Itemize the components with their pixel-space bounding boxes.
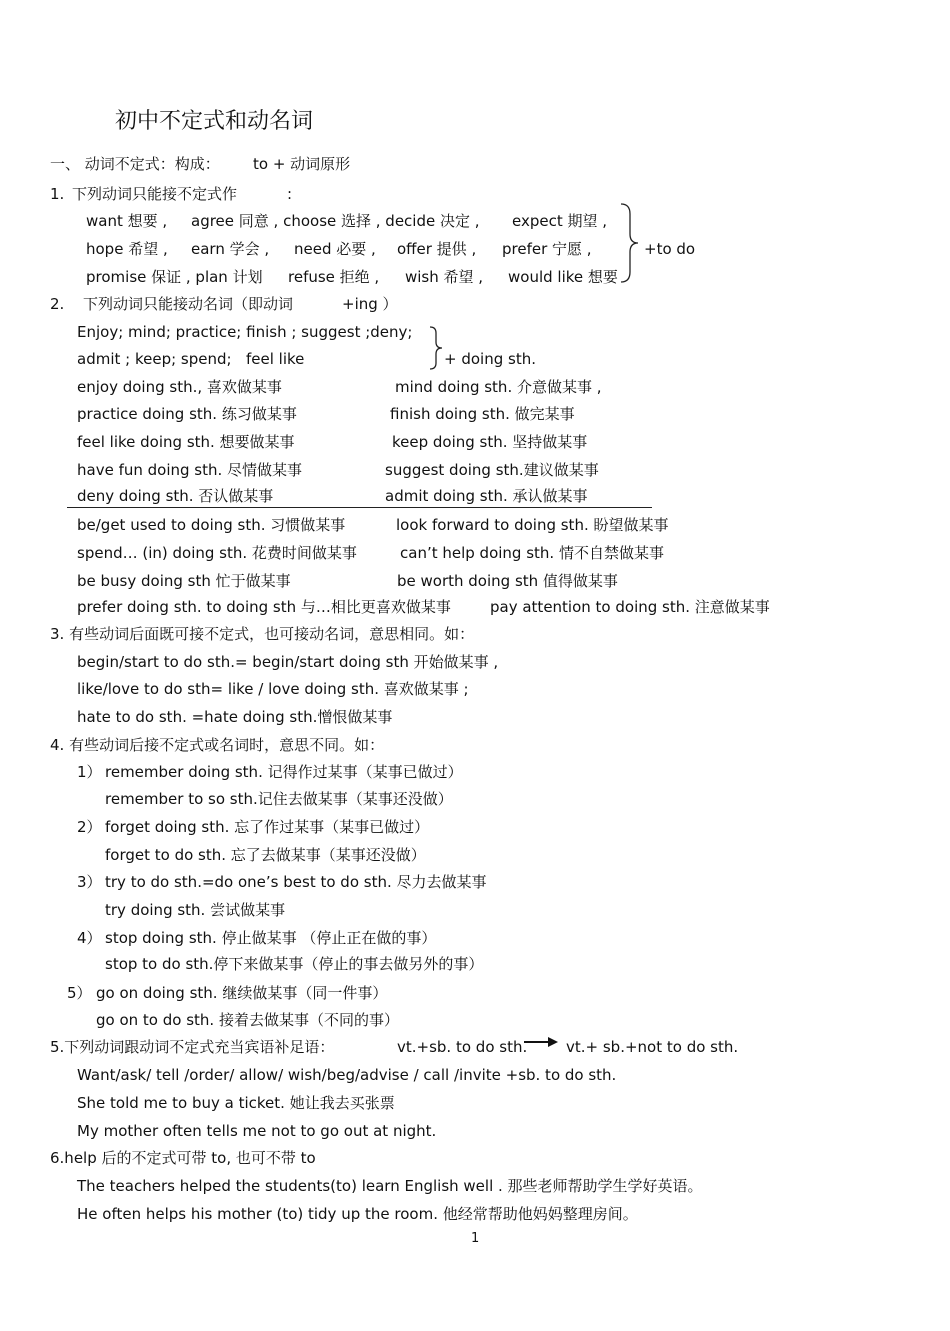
item-heading-tail: +ing ）	[342, 295, 398, 313]
sub-number: 5）	[67, 984, 92, 1002]
phrase-left: prefer doing sth. to doing sth 与…相比更喜欢做某事	[77, 598, 451, 616]
sub-number: 1）	[77, 763, 102, 781]
sub-number: 2）	[77, 818, 102, 836]
phrase-right: look forward to doing sth. 盼望做某事	[396, 516, 669, 534]
example-line: My mother often tells me not to go out at night.	[77, 1122, 437, 1140]
phrase-left: feel like doing sth. 想要做某事	[77, 433, 295, 451]
page-title: 初中不定式和动名词	[115, 109, 314, 134]
example-line: hate to do sth. =hate doing sth.憎恨做某事	[77, 708, 393, 726]
verb-entry: would like 想要	[508, 268, 618, 286]
verb-entry: promise 保证 , plan 计划	[86, 268, 263, 286]
phrase-right: keep doing sth. 坚持做某事	[392, 433, 588, 451]
brace-label: +to do	[644, 240, 696, 258]
example-line: The teachers helped the students(to) learn English well . 那些老师帮助学生学好英语。	[77, 1177, 703, 1195]
example-line: forget doing sth. 忘了作过某事（某事已做过）	[105, 818, 430, 836]
verb-entry: agree 同意 , choose 选择 , decide 决定 ,	[191, 212, 480, 230]
example-line: begin/start to do sth.= begin/start doing sth 开始做某事 ,	[77, 653, 499, 671]
curly-brace-icon	[618, 202, 642, 284]
item-heading-colon: :	[287, 185, 293, 203]
phrase-right: pay attention to doing sth. 注意做某事	[490, 598, 770, 616]
phrase-right: can’t help doing sth. 情不自禁做某事	[400, 544, 664, 562]
example-line: forget to do sth. 忘了去做某事（某事还没做）	[105, 846, 426, 864]
example-line: like/love to do sth= like / love doing sth. 喜欢做某事 ;	[77, 680, 469, 698]
item-number: 1.	[50, 185, 65, 203]
verb-entry: earn 学会 ,	[191, 240, 270, 258]
example-line: remember doing sth. 记得作过某事（某事已做过）	[105, 763, 463, 781]
phrase-left: have fun doing sth. 尽情做某事	[77, 461, 303, 479]
phrase-left: be/get used to doing sth. 习惯做某事	[77, 516, 346, 534]
verb-entry: hope 希望 ,	[86, 240, 168, 258]
verb-entry: want 想要 ,	[86, 212, 168, 230]
verb-entry: need 必要 ,	[294, 240, 376, 258]
phrase-left: deny doing sth. 否认做某事	[77, 487, 274, 505]
sub-number: 4）	[77, 929, 102, 947]
brace-label: + doing sth.	[444, 350, 536, 368]
item-heading: 6.help 后的不定式可带 to, 也可不带 to	[50, 1149, 316, 1167]
verb-list: feel like	[246, 350, 305, 368]
verb-entry: offer 提供 ,	[397, 240, 477, 258]
example-line: try to do sth.=do one’s best to do sth. 尽力去做某事	[105, 873, 487, 891]
example-line: He often helps his mother (to) tidy up the room. 他经常帮助他妈妈整理房间。	[77, 1205, 638, 1223]
example-line: go on doing sth. 继续做某事（同一件事）	[96, 984, 388, 1002]
verb-entry: prefer 宁愿 ,	[502, 240, 592, 258]
curly-brace-icon	[427, 325, 445, 371]
divider-line	[67, 507, 652, 508]
verb-entry: refuse 拒绝 ,	[288, 268, 380, 286]
item-heading: 4. 有些动词后接不定式或名词时，意思不同。如：	[50, 736, 385, 754]
formula-text: vt.+sb. to do sth.	[397, 1038, 528, 1056]
example-line: stop doing sth. 停止做某事 （停止正在做的事）	[105, 929, 437, 947]
phrase-right: finish doing sth. 做完某事	[390, 405, 575, 423]
phrase-right: mind doing sth. 介意做某事 ,	[395, 378, 602, 396]
item-heading: 5.下列动词跟动词不定式充当宾语补足语：	[50, 1038, 335, 1056]
page-number: 1	[471, 1231, 480, 1246]
item-heading: 下列动词只能接动名词（即动词	[83, 295, 294, 313]
example-line: try doing sth. 尝试做某事	[105, 901, 286, 919]
item-heading: 3. 有些动词后面既可接不定式，也可接动名词，意思相同。如：	[50, 625, 475, 643]
verb-list: admit ; keep; spend;	[77, 350, 232, 368]
example-line: She told me to buy a ticket. 她让我去买张票	[77, 1094, 395, 1112]
item-number: 2.	[50, 295, 65, 313]
section-heading: 一、 动词不定式：构成：	[50, 155, 220, 173]
phrase-left: practice doing sth. 练习做某事	[77, 405, 297, 423]
formula-text: vt.+ sb.+not to do sth.	[566, 1038, 739, 1056]
phrase-right: suggest doing sth.建议做某事	[385, 461, 599, 479]
phrase-right: be worth doing sth 值得做某事	[397, 572, 618, 590]
verb-entry: wish 希望 ,	[405, 268, 484, 286]
phrase-left: be busy doing sth 忙于做某事	[77, 572, 291, 590]
phrase-left: enjoy doing sth., 喜欢做某事	[77, 378, 282, 396]
formula-text: to + 动词原形	[253, 155, 351, 173]
verb-entry: expect 期望 ,	[512, 212, 608, 230]
arrow-right-icon	[522, 1035, 560, 1049]
phrase-left: spend… (in) doing sth. 花费时间做某事	[77, 544, 357, 562]
item-heading: 下列动词只能接不定式作	[72, 185, 238, 203]
example-line: stop to do sth.停下来做某事（停止的事去做另外的事）	[105, 955, 484, 973]
example-line: Want/ask/ tell /order/ allow/ wish/beg/advise / call /invite +sb. to do sth.	[77, 1066, 617, 1084]
verb-list: Enjoy; mind; practice; finish ; suggest ;deny;	[77, 323, 413, 341]
example-line: remember to so sth.记住去做某事（某事还没做）	[105, 790, 453, 808]
phrase-right: admit doing sth. 承认做某事	[385, 487, 588, 505]
example-line: go on to do sth. 接着去做某事（不同的事）	[96, 1011, 399, 1029]
sub-number: 3）	[77, 873, 102, 891]
